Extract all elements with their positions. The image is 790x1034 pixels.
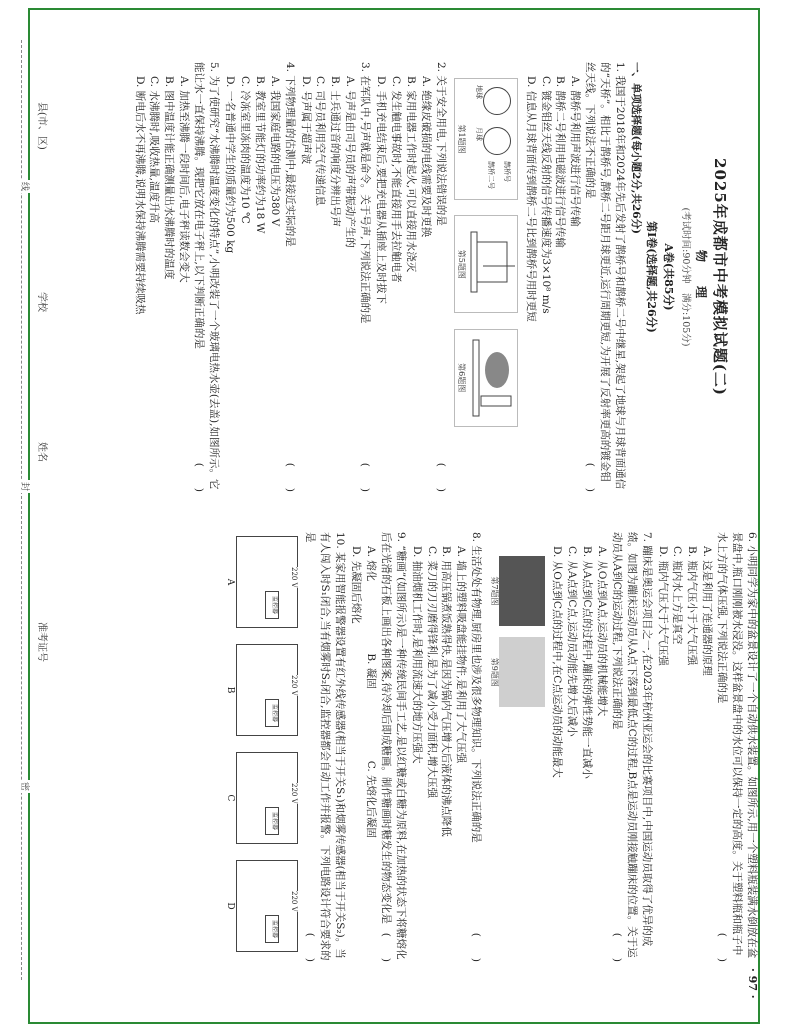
cut-line-label-3: 密 <box>19 782 29 792</box>
answer-bracket: ( ) <box>283 462 296 492</box>
option-c: C. 先熔化后凝固 <box>364 760 377 839</box>
option-a: A. 我国家庭电路的电压为380 V <box>268 76 281 227</box>
circuit-voltage: 220 V <box>290 891 299 912</box>
question-4 <box>222 62 297 492</box>
earth-circle <box>483 87 511 115</box>
option-d: D. 号声属于超声波 <box>299 76 312 165</box>
subject-title: 物 理 <box>693 249 708 304</box>
option-b: B. 家用电器工作时起火,可以直接用水浇灭 <box>404 76 417 273</box>
relay1-label: 鹊桥号 <box>502 161 511 182</box>
exam-title: 2025年成都市中考模拟试题(二) <box>711 158 729 396</box>
kettle-scale-drawing <box>467 216 517 312</box>
question-1 <box>523 62 627 492</box>
option-a: A. 熔化 <box>364 546 377 582</box>
question-stem: 1. 我国于2018年和2024年先后发射了鹊桥号和鹊桥二号中继星,架起了地球与月球背面通信的“天桥”。相比于鹊桥号,鹊桥二号距月球更近,运行周期更短,为开展了反射率更高的镀金钼丝天线。下列说法不正确的是 <box>584 62 627 490</box>
circuit-label: B <box>225 686 236 694</box>
part-one-heading: 第Ⅰ卷(选择题,共26分) <box>644 221 658 333</box>
figure-6 <box>454 329 518 427</box>
question-stem: 7. 蹦床是奥运会项目之一,在2023年杭州亚运会的比赛项目中,中国运动员取得了优异的成绩。如图为蹦床运动员从A点下落到最低点C的过程,B点是运动员刚接触蹦床的位置。关于运动员从A到C的运动过程,下列说法正确的是 <box>610 532 653 958</box>
answer-bracket: ( ) <box>379 932 392 962</box>
option-c: C. 菜刀的刀刃磨得锋利,是为了减小受力面积,增大压强 <box>425 546 438 799</box>
circuit-label: A <box>225 578 236 586</box>
page-number: · 97 · <box>746 968 759 999</box>
question-stem: 9. “糖画”(如图所示)是一种传统民间手工艺,是以红糖或白糖为原料,在加热的状态下将糖熔化后在光滑的石板上画出各种图案,待冷却后即成糖画。制作糖画时糖发生的物态变化是 <box>379 532 407 960</box>
question-stem: 5. 为了使研究“水沸腾时温度变化的特点”,小明改装了一个玻璃电热水壶(去盖),如图所示。它能让水一直保持沸腾。现把它放在电子秤上,以下判断正确的是 <box>193 62 221 490</box>
option-b: B. 教室里节能灯的功率约为18 W <box>253 76 266 234</box>
option-a: A. 绝缘皮破损的电线需要及时更换 <box>419 76 432 238</box>
figure-6-caption: 第6题图 <box>457 363 467 393</box>
option-b: B. 瓶内气压小于大气压强 <box>686 546 699 666</box>
circuit-options <box>218 532 298 962</box>
question-stem: 8. 生活处处有物理,厨房里也涉及很多物理知识。下列说法正确的是 <box>470 532 483 843</box>
figure-7 <box>489 556 545 626</box>
question-9 <box>348 532 408 962</box>
moon-label: 月球 <box>474 127 483 141</box>
option-d: D. 抽油烟机工作时,是利用流速大的地方压强大 <box>410 546 423 764</box>
figure-5 <box>454 215 518 313</box>
circuit-label: D <box>225 902 236 910</box>
question-6 <box>655 532 759 962</box>
option-d: D. 手机充电结束后,要把充电器从插座上及时拔下 <box>375 76 388 305</box>
figure-1-caption: 第1题图 <box>457 124 467 154</box>
name-label: 姓名 <box>36 442 47 462</box>
question-2 <box>373 62 448 492</box>
option-b: B. 图中温度计能正确测量出水沸腾时的温度 <box>163 76 176 280</box>
monitor-box: 监控器 <box>265 807 279 835</box>
option-b: B. 鹊桥二号利用电磁波进行信号传输 <box>554 76 567 248</box>
circuit-voltage: 220 V <box>290 783 299 804</box>
option-b: B. 士兵通过音的响度分辨出号声 <box>329 76 342 227</box>
monitor-box: 监控器 <box>265 591 279 619</box>
option-a: A. 鹊桥号利用声波进行信号传输 <box>569 76 582 227</box>
right-column <box>218 532 760 962</box>
earth-label: 地球 <box>474 85 483 99</box>
left-column <box>131 62 730 492</box>
monitor-box: 监控器 <box>265 699 279 727</box>
moon-circle <box>483 127 511 155</box>
cut-line-label-2: 封 <box>19 482 29 492</box>
answer-bracket: ( ) <box>716 932 729 962</box>
figure-row-1 <box>450 72 520 492</box>
figure-7-caption: 第7题图 <box>489 576 499 606</box>
option-c: C. 瓶内水上方是真空 <box>671 546 684 645</box>
question-8 <box>409 532 484 962</box>
option-a: A. 从O点到A点,运动员的机械能增大 <box>595 546 608 717</box>
option-c: C. 镀金钼丝天线反射的信号传播速度为3×10⁸ m/s <box>539 76 552 314</box>
option-a: A. 这是利用了连通器的原理 <box>701 546 714 676</box>
circuit-label: C <box>225 794 236 802</box>
option-b: B. 凝固 <box>364 653 377 689</box>
option-d: D. 断电后水不再沸腾,说明水保持沸腾需要持续吸热 <box>133 76 146 315</box>
question-stem: 4. 下列物理量的估测中,最接近实际的是 <box>283 62 296 247</box>
answer-bracket: ( ) <box>584 462 597 492</box>
option-c: C. 从A点到C点,运动员动能先增大后减小 <box>566 546 579 737</box>
section-one-heading: 一、单项选择题(每小题2分,共26分) <box>629 62 642 235</box>
answer-bracket: ( ) <box>359 462 372 492</box>
circuit-b <box>225 644 299 736</box>
paper-a-heading: A卷(共85分) <box>662 243 676 311</box>
question-10 <box>302 532 347 962</box>
relay2-label: 鹊桥二号 <box>486 161 495 189</box>
answer-bracket: ( ) <box>470 932 483 962</box>
question-stem: 10. 某家用智能报警器设置有红外线传感器(相当于开关S₁)和烟雾传感器(相当于开关S₂)。当有人闯入时S₁闭合,当有烟雾时S₂闭合,监控器都会自动工作并报警。下列电路设计符合要求的是 <box>304 532 347 961</box>
circuit-voltage: 220 V <box>290 567 299 588</box>
question-stem: 6. 小明同学为家中的盆景设计了一个自动供水装置。如图所示,用一个塑料瓶装满水倒放在盆景盘中,瓶口刚刚被水浸没。这样盆景盘中的水位可以保持一定的高度。关于塑料瓶和瓶子中水上方的气体压强,下列说法正确的是 <box>716 532 758 959</box>
answer-bracket: ( ) <box>610 932 623 962</box>
circuit-a <box>225 536 299 628</box>
option-c: C. 发生触电事故时,不能直接用手去拉触电者 <box>390 76 402 283</box>
answer-bracket: ( ) <box>193 462 206 492</box>
figure-9 <box>489 637 545 707</box>
question-stem: 3. 在军队中,号声就是命令。关于号声,下列说法正确的是 <box>359 62 372 324</box>
option-c: C. 水沸腾时,吸收热量,温度升高 <box>148 76 161 224</box>
question-stem: 2. 关于安全用电,下列说法错误的是 <box>434 62 447 226</box>
question-5 <box>132 62 221 492</box>
question-7 <box>549 532 653 962</box>
option-c: C. 司号员利用空气传递信息 <box>314 76 327 206</box>
exam-meta: (考试时间:90分钟 满分:105分) <box>679 207 691 347</box>
cut-line-label-1: 线 <box>19 182 29 192</box>
option-b: B. 从A点到C点的过程中,蹦床的弹性势能一直减小 <box>581 546 594 779</box>
option-b: B. 用高压锅煮饭熟得快,是因为锅内气压增大后液体的沸点降低 <box>440 546 453 837</box>
circuit-d <box>225 860 299 952</box>
option-c: C. 冷冻室里冻肉的温度为10 ℃ <box>238 76 251 224</box>
figure-5-caption: 第5题图 <box>457 249 467 279</box>
county-label: 县(市、区) <box>36 102 47 150</box>
option-d: D. 从O点到C点的过程中,在C点运动员的动能最大 <box>551 546 564 778</box>
figure-row-2 <box>489 552 547 962</box>
figure-1 <box>454 78 518 200</box>
bonsai-bottle-drawing <box>467 330 517 426</box>
circuit-c <box>225 752 299 844</box>
option-d: D. 先凝固后熔化 <box>350 546 363 624</box>
figure-9-caption: 第9题图 <box>489 657 499 687</box>
option-d: D. 一名普通中学生的质量约为500 kg <box>224 76 237 254</box>
answer-bracket: ( ) <box>434 462 447 492</box>
option-a: A. 号声是由司号员的声带振动产生的 <box>344 76 357 248</box>
answer-bracket: ( ) <box>304 932 317 962</box>
circuit-voltage: 220 V <box>290 675 299 696</box>
question-3 <box>298 62 373 492</box>
monitor-box: 监控器 <box>265 915 279 943</box>
exam-number-label: 准考证号 <box>36 622 47 662</box>
option-a: A. 加热至沸腾一段时间后,电子秤读数会变大 <box>178 76 191 283</box>
option-a: A. 墙上的塑料吸盘能挂物件,是利用了大气压强 <box>455 546 468 764</box>
school-label: 学校 <box>36 292 47 312</box>
option-d: D. 信息从月球背面传到鹊桥二号比到鹊桥号用时更短 <box>524 76 537 322</box>
option-d: D. 瓶内气压大于大气压强 <box>656 546 669 666</box>
